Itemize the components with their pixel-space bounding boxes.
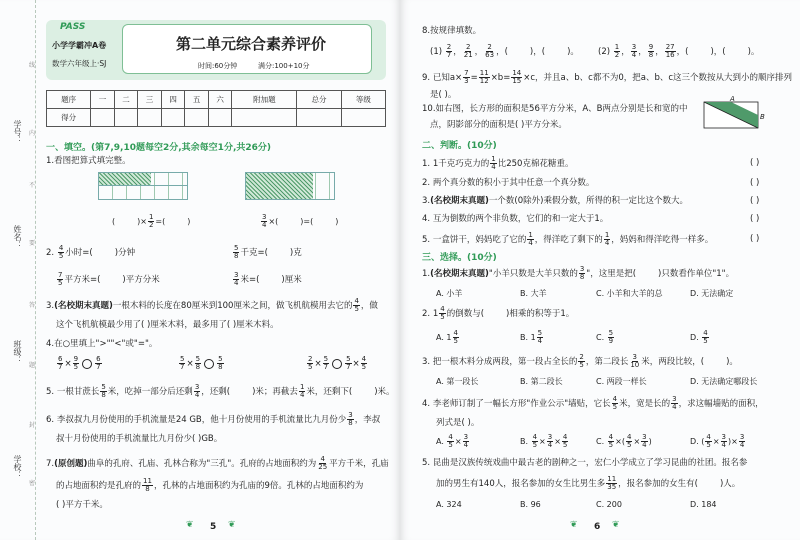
q9-line-2: 是( )。	[430, 90, 457, 100]
page-number: 5	[210, 522, 217, 532]
q2-item-4: $\frac{3}{4}$ 米=( )厘米	[234, 271, 302, 287]
option[interactable]: A. $\frac{4}{5}$ × $\frac{3}{4}$	[436, 433, 469, 449]
leaf-icon: ❦	[612, 520, 620, 530]
option[interactable]: B. 96	[520, 500, 541, 509]
q-num: 1.	[46, 156, 55, 166]
score-table-row	[47, 109, 386, 127]
judge-mark[interactable]: ( )	[750, 196, 760, 206]
judge-mark[interactable]: ( )	[750, 214, 760, 224]
score-col-header: 题序	[47, 91, 91, 109]
q-num: 4.	[422, 399, 431, 409]
q-num: 5.	[422, 458, 431, 468]
q-text: 昆曲是汉族传统戏曲中最古老的剧种之一，宏仁小学成立了学习昆曲的社团。报名参	[432, 458, 748, 468]
q-num: 2.	[422, 309, 431, 319]
score-table-header-row	[47, 91, 386, 109]
cut-mark: 题	[29, 362, 36, 369]
q-num: 6.	[46, 415, 55, 425]
q-num: 4.	[422, 214, 431, 224]
score-cell[interactable]	[232, 109, 297, 127]
score-col-header: 五	[185, 91, 209, 109]
q4-item-2: $\frac{5}{7}$ × $\frac{5}{8}$ $\frac{5}{8}$	[180, 355, 223, 371]
q-text: 在○里填上">""<"或"="。	[54, 339, 158, 349]
q10-line-2: 点，阴影部分的面积是( )平方分米。	[430, 120, 567, 130]
q7-line-3: ( )平方千米。	[56, 500, 108, 510]
right-page	[400, 0, 800, 540]
cut-mark: 密	[29, 480, 36, 487]
cut-mark: 封	[29, 422, 36, 429]
grade-label: 数学六年级上·SJ	[52, 59, 107, 68]
q-text: 一个数(0除外)乘假分数，所得的积一定比这个数大。	[488, 196, 688, 206]
brand-logo: PASS	[60, 22, 86, 32]
choice-5-line-2: 加的男生有140人，报名参加的女生比男生多 $\frac{11}{35}$ ，报名参加的女生有( )人。	[436, 475, 741, 491]
score-col-header: 等级	[341, 91, 385, 109]
option[interactable]: B. $\frac{4}{5}$ × $\frac{3}{4}$ × $\frac{4}{5}$	[520, 433, 568, 449]
series-name: 小学学霸冲A卷	[52, 41, 107, 50]
score-cell[interactable]	[208, 109, 232, 127]
q-num: 3.	[46, 301, 55, 311]
score-col-header: 三	[138, 91, 162, 109]
q-num: 3.	[422, 196, 431, 206]
bar-divider	[98, 185, 188, 186]
score-cell[interactable]	[138, 109, 162, 127]
option[interactable]: D. $\frac{4}{5}$	[690, 329, 708, 345]
question-9: 9. 已知a× $\frac{7}{3}$ = $\frac{11}{12}$ ×b= $\frac{14}{15}$ ×c，并且a、b、c都不为0，把a、b、c这三个数按从大到小的顺序排列	[422, 69, 793, 85]
q-num: 7.	[46, 459, 55, 469]
q-text: 看图把算式填完整。	[54, 156, 131, 166]
question-4	[46, 339, 157, 350]
q-num: 2.	[422, 178, 431, 188]
score-col-header: 二	[114, 91, 138, 109]
q-num: 1.	[422, 159, 431, 169]
q-num: 4.	[46, 339, 55, 349]
page-title: 第二单元综合素养评价	[176, 35, 327, 53]
score-table	[46, 90, 386, 127]
score-cell[interactable]	[185, 109, 209, 127]
q-tag: (名校期末真题)	[430, 269, 489, 279]
q-text: 互为倒数的两个非负数，它们的和一定大于1。	[432, 214, 609, 224]
q-tag: (名校期末真题)	[430, 196, 489, 206]
q-num: 10.	[422, 104, 436, 114]
cut-mark: 线	[29, 62, 36, 69]
q7-line-2: 的占地面积约是孔府的 $\frac{11}{8}$ ，孔林的占地面积约为孔庙的9倍。孔林的占地面积约为	[56, 477, 364, 493]
judge-mark[interactable]: ( )	[750, 234, 760, 244]
q-tag: (名校期末真题)	[54, 301, 113, 311]
option[interactable]: B. 1 $\frac{5}{4}$	[520, 329, 543, 345]
score-row-label: 得分	[47, 109, 91, 127]
cut-mark: 内	[29, 130, 36, 137]
choice-5	[422, 458, 747, 469]
judge-mark[interactable]: ( )	[750, 178, 760, 188]
q1-equation-1: ( )× $\frac{1}{2}$ =( )	[112, 213, 191, 229]
judge-item-4	[422, 214, 608, 225]
q-tag: (原创题)	[54, 459, 88, 469]
school-label: 学校：	[13, 455, 22, 479]
score-cell[interactable]	[114, 109, 138, 127]
cut-mark: 答	[29, 302, 36, 309]
option[interactable]: B. 大羊	[520, 289, 547, 298]
q-num: 5.	[422, 235, 431, 245]
score-cell[interactable]	[341, 109, 385, 127]
choice-4-line-2: 列式是( )。	[436, 418, 480, 428]
q-num: 2.	[46, 248, 55, 258]
score-cell[interactable]	[91, 109, 115, 127]
option[interactable]: C. 两段一样长	[596, 377, 647, 386]
option[interactable]: B. 第二段长	[520, 377, 563, 386]
time-limit: 时间:60分钟	[198, 62, 238, 70]
full-score: 满分:100+10分	[258, 62, 310, 70]
choice-1: 1.(名校期末真题)"小羊只数是大羊只数的 $\frac{3}{8}$ "，这里是把( )只数看作单位"1"。	[422, 265, 735, 281]
section-choice: 三、选择。(10分)	[422, 253, 497, 263]
question-6: 6. 李叔叔九月份使用的手机流量是24 GB，他十月份使用的手机流量比九月份少 $\frac{3}{8}$ ，李叔	[46, 411, 381, 427]
question-1	[46, 156, 131, 167]
q-num: 5.	[46, 387, 55, 397]
compare-circle[interactable]	[82, 359, 92, 369]
q6-line-2: 叔十月份使用的手机流量比九月份少( )GB。	[56, 434, 223, 444]
question-5: 5. 一根甘蔗长 $\frac{5}{8}$ 米，吃掉一部分后还剩 $\frac{3}{4}$ ，还剩( )米；再截去 $\frac{1}{4}$ 米，还剩下( )米。	[46, 383, 395, 399]
score-cell[interactable]	[297, 109, 341, 127]
compare-circle[interactable]	[332, 359, 342, 369]
q-num: 8.	[422, 26, 431, 36]
cut-mark: 要	[29, 240, 36, 247]
question-7: 7.(原创题)曲阜的孔府、孔庙、孔林合称为"三孔"。孔府的占地面积约为 $\frac{4}{25}$ 平方千米，孔庙	[46, 455, 389, 471]
point-a-label: A	[730, 95, 735, 103]
option[interactable]: A. 1 $\frac{4}{5}$	[436, 329, 458, 345]
option[interactable]: D. 无法确定	[690, 289, 734, 298]
q4-item-3: $\frac{2}{5}$ × $\frac{5}{7}$ $\frac{5}{7}$ × $\frac{4}{5}$	[308, 355, 367, 371]
choice-3: 3. 把一根木料分成两段，第一段占全长的 $\frac{2}{5}$ ，第二段长 $\frac{3}{10}$ 米，两段比较，( )。	[422, 353, 738, 369]
question-8	[422, 26, 481, 37]
option[interactable]: A. 小羊	[436, 289, 463, 298]
score-col-header: 四	[161, 91, 185, 109]
q-text: 按规律填数。	[430, 26, 482, 36]
option[interactable]: C. 200	[596, 500, 622, 509]
q-text: 两个真分数的积小于其中任意一个真分数。	[432, 178, 595, 188]
option[interactable]: D. ( $\frac{4}{5}$ × $\frac{3}{4}$ )× $\frac{3}{4}$	[690, 433, 745, 449]
score-cell[interactable]	[161, 109, 185, 127]
hatch-area	[246, 173, 313, 199]
judge-mark[interactable]: ( )	[750, 158, 760, 168]
option[interactable]: C. $\frac{5}{9}$	[596, 329, 614, 345]
q-num: 3.	[422, 357, 431, 367]
q1-equation-2: $\frac{3}{4}$ ×( )=( )	[262, 213, 339, 229]
option[interactable]: A. 第一段长	[436, 377, 479, 386]
question-3: 3.(名校期末真题)一根木料的长度在80厘米到100厘米之间，做飞机航模用去它的 $\frac{4}{5}$ ，做	[46, 297, 378, 313]
q8-part-2: (2) $\frac{1}{2}$ ， $\frac{3}{4}$ ， $\frac{9}{8}$ ， $\frac{27}{16}$ ，( )，( )。	[598, 43, 760, 59]
q8-part-1: (1) $\frac{2}{7}$ ， $\frac{2}{21}$ ， $\frac{2}{63}$ ，( )，( )。	[430, 43, 579, 59]
compare-circle[interactable]	[204, 359, 214, 369]
q3-line-2: 这个飞机航模最少用了( )厘米木料，最多用了( )厘米木料。	[56, 320, 279, 330]
class-label: 班级：	[13, 340, 22, 364]
option[interactable]: A. 324	[436, 500, 462, 509]
q2-item-2: $\frac{5}{8}$ 千克=( )克	[234, 244, 302, 260]
judge-item-3	[422, 196, 688, 207]
cut-mark: 不	[29, 182, 36, 189]
q-num: 1.	[422, 269, 431, 279]
q4-item-1: $\frac{6}{7}$ × $\frac{9}{5}$ $\frac{6}{7}$	[58, 355, 101, 371]
judge-item-5: 5. 一盒饼干，妈妈吃了它的 $\frac{1}{4}$ ，得洋吃了剩下的 $\frac{1}{4}$ ，妈妈和得洋吃得一样多。	[422, 231, 714, 247]
leaf-icon: ❦	[228, 520, 236, 530]
leaf-icon: ❦	[186, 520, 194, 530]
option[interactable]: D. 无法确定哪段长	[690, 377, 758, 386]
page-number: 6	[594, 522, 601, 532]
score-col-header: 附加题	[232, 91, 297, 109]
score-col-header: 一	[91, 91, 115, 109]
judge-item-1: 1. 1千克巧克力的 $\frac{1}{4}$ 比250克棉花糖重。	[422, 155, 574, 171]
name-label: 姓名：	[13, 225, 22, 249]
choice-4: 4. 李老师订制了一幅长方形"作业公示"墙贴，它长 $\frac{4}{5}$ 米，宽是长的 $\frac{3}{4}$ ，求这幅墙贴的面积，	[422, 395, 764, 411]
leaf-icon: ❦	[570, 520, 578, 530]
option[interactable]: C. $\frac{4}{5}$ ×( $\frac{4}{5}$ × $\frac{3}{4}$ )	[596, 433, 652, 449]
choice-2: 2. 1 $\frac{4}{5}$ 的倒数与( )相乘的积等于1。	[422, 305, 575, 321]
section-fill-blank: 一、填空。(第7,9,10题每空2分,其余每空1分,共26分)	[46, 143, 272, 153]
judge-item-2	[422, 178, 594, 189]
option[interactable]: C. 小羊和大羊的总	[596, 289, 663, 298]
q-text: 如右图，长方形的面积是56平方分米，A、B两点分别是长和宽的中	[435, 104, 688, 114]
question-10	[422, 104, 688, 115]
score-col-header: 总分	[297, 91, 341, 109]
q-num: 9.	[422, 73, 431, 83]
q2-item-3: $\frac{7}{5}$ 平方米=( )平方分米	[58, 271, 160, 287]
section-judge: 二、判断。(10分)	[422, 141, 497, 151]
option[interactable]: D. 184	[690, 500, 717, 509]
question-2: 2. $\frac{4}{5}$ 小时=( )分钟	[46, 244, 136, 260]
score-col-header: 六	[208, 91, 232, 109]
student-no-label: 学号：	[13, 120, 22, 144]
point-b-label: B	[760, 113, 765, 121]
